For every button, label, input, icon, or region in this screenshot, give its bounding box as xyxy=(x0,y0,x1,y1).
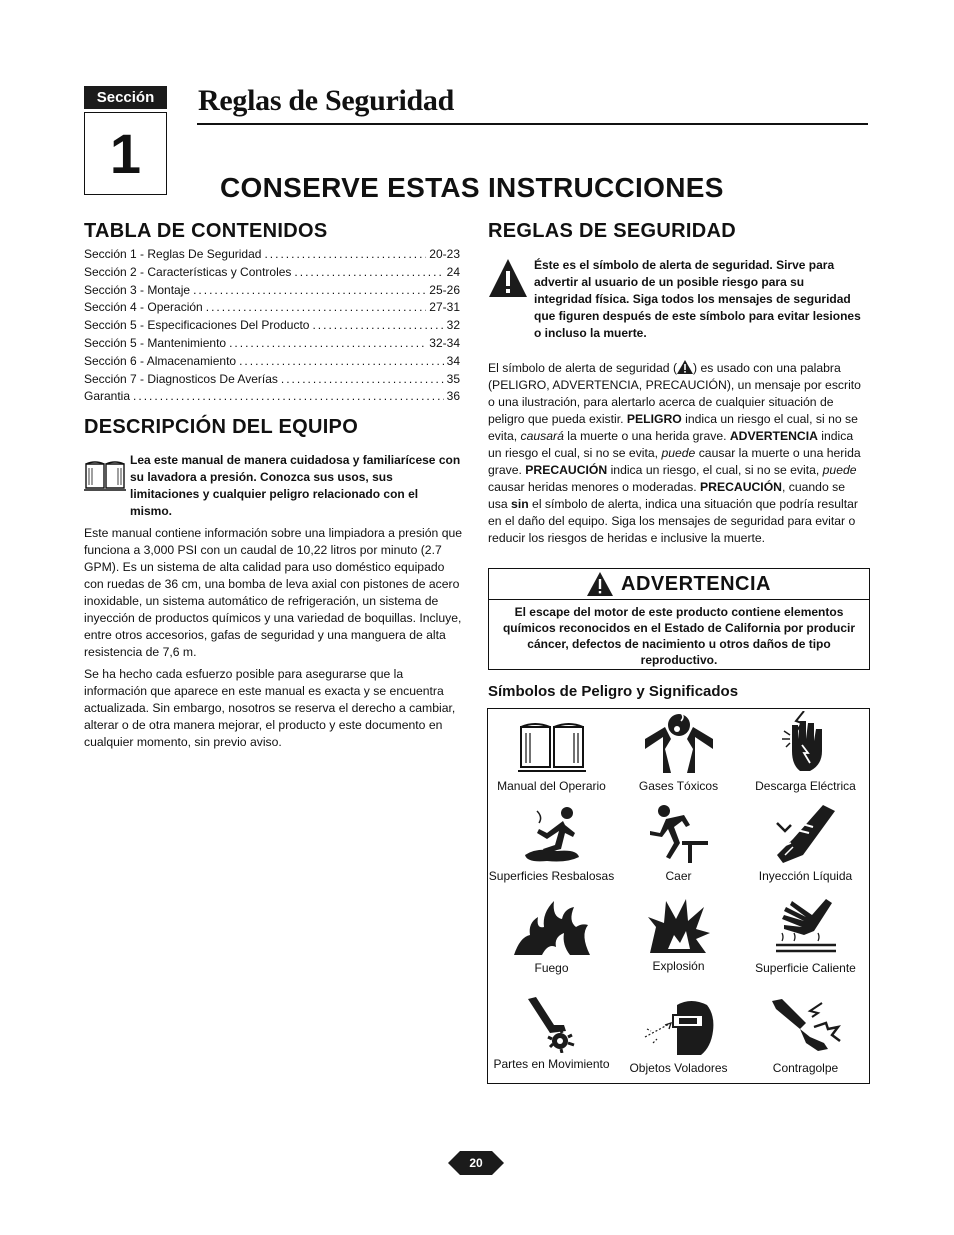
symbol-label: Gases Tóxicos xyxy=(638,779,719,793)
symbol-explosion xyxy=(615,897,742,973)
symbol-label: Descarga Eléctrica xyxy=(755,779,856,793)
symbol-label: Contragolpe xyxy=(772,1061,839,1075)
fall-icon xyxy=(646,803,712,865)
toc-heading: TABLA DE CONTENIDOS xyxy=(84,220,328,242)
warning-header xyxy=(489,569,869,600)
hot-surface-icon xyxy=(774,897,838,957)
toc-item[interactable]: Sección 1 - Reglas De Seguridad ..... 20-23 xyxy=(84,247,460,265)
toc-item[interactable]: Sección 2 - Características y Controles ..... 24 xyxy=(84,265,460,283)
toc-item[interactable]: Garantia ..... 36 xyxy=(84,389,460,407)
alert-note: Éste es el símbolo de alerta de seguridad. Sirve para advertir al usuario de un posible riesgo para su integridad física. Siga todos los mensajes de seguridad que figuren después de este símbolo para evitar lesiones o incluso la muerte. xyxy=(534,258,861,340)
symbols-grid xyxy=(487,708,870,1084)
toc-item[interactable]: Sección 4 - Operación ..... 27-31 xyxy=(84,300,460,318)
inline-alert-icon xyxy=(677,360,693,374)
symbol-kickback xyxy=(742,997,869,1075)
symbol-label: Objetos Voladores xyxy=(629,1061,728,1075)
toc-item[interactable]: Sección 5 - Mantenimiento ..... 32-34 xyxy=(84,336,460,354)
toc-item[interactable]: Sección 5 - Especificaciones Del Producto ..... 32 xyxy=(84,318,460,336)
symbols-heading: Símbolos de Peligro y Significados xyxy=(488,683,739,700)
symbol-moving-parts xyxy=(488,995,615,1071)
safety-alert-icon xyxy=(488,258,528,303)
section-number: 1 xyxy=(84,112,167,195)
electric-shock-icon xyxy=(778,711,834,775)
symbol-label: Manual del Operario xyxy=(497,779,606,793)
kickback-icon xyxy=(770,997,842,1057)
flying-objects-icon xyxy=(641,997,717,1057)
symbol-label: Inyección Líquida xyxy=(758,869,853,883)
title-rule xyxy=(197,123,868,125)
operator-manual-icon xyxy=(517,717,587,775)
moving-parts-icon xyxy=(524,995,580,1053)
symbol-electric-shock xyxy=(742,711,869,793)
toc-item[interactable]: Sección 3 - Montaje ..... 25-26 xyxy=(84,283,460,301)
symbol-label: Caer xyxy=(665,869,692,883)
book-icon xyxy=(84,458,126,497)
symbol-fluid-injection xyxy=(742,803,869,883)
fluid-injection-icon xyxy=(773,803,839,865)
slippery-surface-icon xyxy=(517,803,587,865)
symbol-hot-surface xyxy=(742,897,869,975)
symbol-slippery-surface xyxy=(488,803,615,883)
symbol-label: Superficies Resbalosas xyxy=(488,869,615,883)
warning-text: El escape del motor de este producto contiene elementos químicos reconocidos en el Estado de California por producir cáncer, defectos de nacimiento u otros daños de tipo reproductivo. xyxy=(502,605,856,667)
toc-item[interactable]: Sección 7 - Diagnosticos De Averías ..... 35 xyxy=(84,372,460,390)
section-tab: Sección xyxy=(84,86,167,109)
safety-heading: REGLAS DE SEGURIDAD xyxy=(488,220,736,242)
table-of-contents xyxy=(84,247,460,407)
toxic-fumes-icon xyxy=(641,709,717,775)
manual-note: Lea este manual de manera cuidadosa y familiarícese con su lavadora a presión. Conozca sus usos, sus limitaciones y cualquier peligro relacionado con el mismo. xyxy=(130,453,461,518)
page-number: 20 xyxy=(448,1151,504,1175)
fire-icon xyxy=(512,897,592,957)
symbol-label: Partes en Movimiento xyxy=(493,1057,610,1071)
description-paragraph: Este manual contiene información sobre una limpiadora a presión que funciona a 3,000 PSI con un caudal de 10,22 litros por minuto (2.7 GPM). Es un sistema de alta calidad para uso doméstico equipado con ruedas de 36 cm, una bomba de leva axial con pistones de acero inoxidable, un sistema automático de refrigeración, un sistema de inyección de productos químicos y una variedad de boquillas. Incluye, entre otros accesorios, gafas de seguridad y una manguera de alta resistencia de 7,6 m. xyxy=(84,526,463,659)
safety-paragraph: El símbolo de alerta de seguridad ( ) es usado con una palabra (PELIGRO, ADVERTENCIA, PRECAUCIÓN), un mensaje por escrito o una ilustración, para alertarlo acerca de cualquier situación de peligro que pueda existir. PELIGRO indica un riesgo el cual, si no se evita, causará la muerte o una herida grave. ADVERTENCIA indica un riesgo el cual, si no se evita, puede causar la muerte o una herida grave. PRECAUCIÓN indica un riesgo, el cual, si no se evita, puede causar heridas menores o moderadas. PRECAUCIÓN, cuando se usa sin el símbolo de alerta, indica una situación que podría resultar en el daño del equipo. Siga los mensajes de seguridad para evitar o reducir los riesgos de heridas e inclusive la muerte. xyxy=(488,361,861,545)
symbol-flying-objects xyxy=(615,997,742,1075)
symbol-operator-manual xyxy=(488,717,615,793)
symbol-fire xyxy=(488,897,615,975)
page-title: Reglas de Seguridad xyxy=(198,84,454,117)
warning-box xyxy=(488,568,870,670)
symbol-toxic-fumes xyxy=(615,709,742,793)
symbol-label: Superficie Caliente xyxy=(755,961,856,975)
explosion-icon xyxy=(646,897,712,955)
main-heading: CONSERVE ESTAS INSTRUCCIONES xyxy=(220,172,724,203)
warning-alert-icon xyxy=(587,572,613,596)
warning-title: ADVERTENCIA xyxy=(621,572,771,595)
disclaimer-paragraph: Se ha hecho cada esfuerzo posible para asegurarse que la información que aparece en este manual es exacta y se encuentra actualizada. Sin embargo, nosotros se reserva el derecho a cambiar, alterar o de otra manera mejorar, el producto y este documento en cualquier momento, sin previo aviso. xyxy=(84,667,456,749)
symbol-fall xyxy=(615,803,742,883)
symbol-label: Fuego xyxy=(534,961,569,975)
symbol-label: Explosión xyxy=(652,959,705,973)
toc-item[interactable]: Sección 6 - Almacenamiento ..... 34 xyxy=(84,354,460,372)
description-heading: DESCRIPCIÓN DEL EQUIPO xyxy=(84,416,359,438)
